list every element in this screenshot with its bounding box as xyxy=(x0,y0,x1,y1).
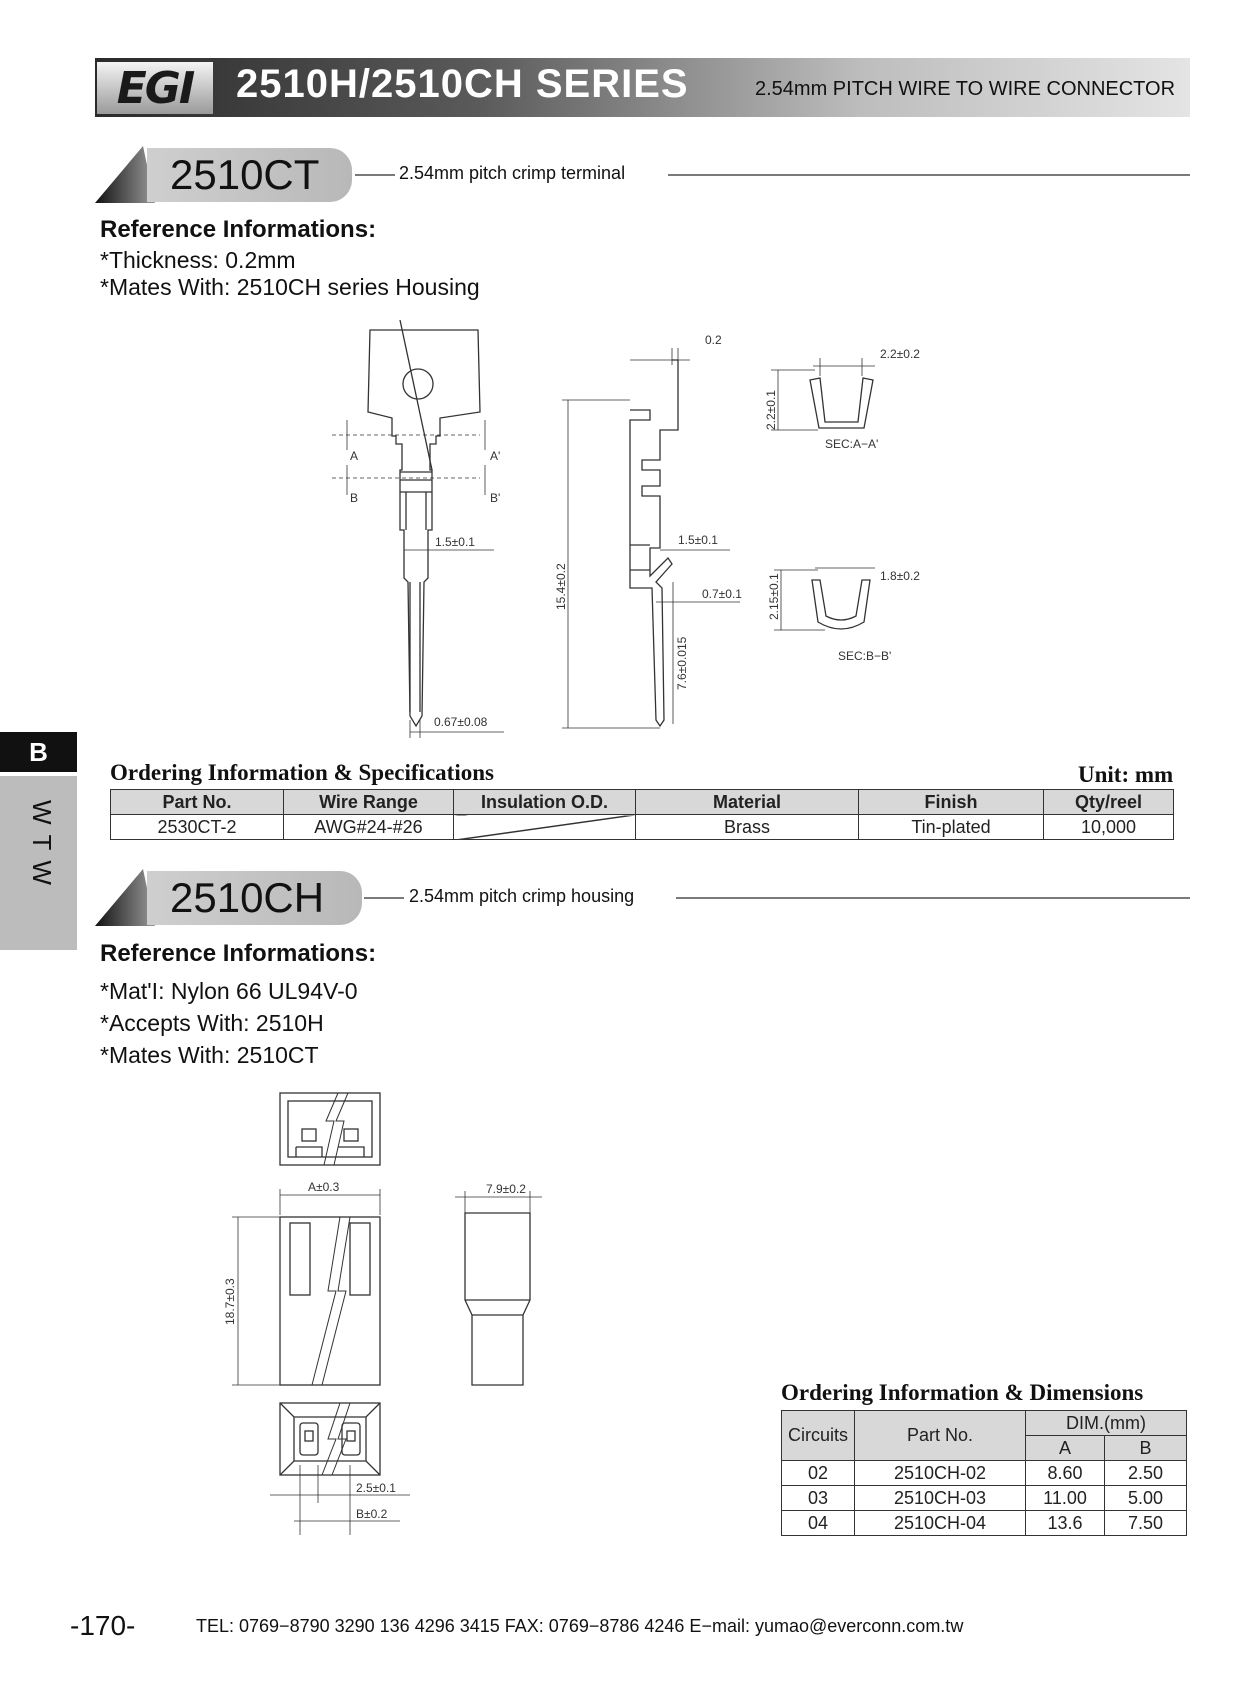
housing-ordering-title: Ordering Information & Dimensions xyxy=(781,1380,1144,1405)
table-cell: 2510CH-04 xyxy=(855,1511,1026,1536)
dim-label: 0.2 xyxy=(705,333,722,347)
section-marker: A' xyxy=(490,449,501,463)
section-marker: A xyxy=(350,449,359,463)
table-cell: 5.00 xyxy=(1105,1486,1187,1511)
series-title: 2510H/2510CH SERIES xyxy=(236,62,689,106)
table-header: Wire Range xyxy=(284,790,454,815)
section-marker: B' xyxy=(490,491,501,505)
terminal-description: 2.54mm pitch crimp terminal xyxy=(399,163,626,183)
table-cell: 04 xyxy=(782,1511,855,1536)
divider xyxy=(364,897,404,899)
header-subtitle: 2.54mm PITCH WIRE TO WIRE CONNECTOR xyxy=(755,78,1176,100)
dim-label: 2.15±0.1 xyxy=(767,573,781,620)
housing-ref-title: Reference Informations: xyxy=(100,940,377,967)
section-tab-letter: B xyxy=(0,732,77,772)
table-cell: 2510CH-02 xyxy=(855,1461,1026,1486)
dim-label: 1.5±0.1 xyxy=(435,535,475,549)
table-header: Part No. xyxy=(855,1411,1026,1461)
dim-label: 15.4±0.2 xyxy=(554,563,568,610)
divider xyxy=(355,174,395,176)
dim-label: 7.9±0.2 xyxy=(486,1182,526,1196)
table-header: Finish xyxy=(859,790,1044,815)
table-cell: 02 xyxy=(782,1461,855,1486)
section-tab-label: WTW xyxy=(27,800,57,895)
housing-ref-line: *Mat'I: Nylon 66 UL94V-0 xyxy=(100,978,358,1004)
table-header: Insulation O.D. xyxy=(454,790,636,815)
table-row xyxy=(782,1486,1187,1511)
dim-label: A±0.3 xyxy=(308,1180,340,1194)
terminal-ordering-title: Ordering Information & Specifications xyxy=(110,760,494,785)
table-header: Material xyxy=(636,790,859,815)
dim-label: 2.5±0.1 xyxy=(356,1481,396,1495)
table-cell: 13.6 xyxy=(1026,1511,1105,1536)
table-header: Qty/reel xyxy=(1044,790,1174,815)
table-cell: 2510CH-03 xyxy=(855,1486,1026,1511)
housing-ref-line: *Mates With: 2510CT xyxy=(100,1042,319,1068)
housing-name: 2510CH xyxy=(170,874,325,921)
dim-label: 0.67±0.08 xyxy=(434,715,488,729)
table-cell: 2.50 xyxy=(1105,1461,1187,1486)
housing-ref-line: *Accepts With: 2510H xyxy=(100,1010,324,1036)
dim-label: 2.2±0.2 xyxy=(880,347,920,361)
terminal-ref-title: Reference Informations: xyxy=(100,216,377,243)
table-cell: 10,000 xyxy=(1044,815,1174,840)
table-cell: Brass xyxy=(636,815,859,840)
housing-dims-table xyxy=(781,1410,1187,1536)
housing-description: 2.54mm pitch crimp housing xyxy=(409,886,635,906)
table-cell: 8.60 xyxy=(1026,1461,1105,1486)
terminal-drawing xyxy=(330,320,970,740)
table-cell: Tin-plated xyxy=(859,815,1044,840)
section-label: SEC:B−B' xyxy=(838,649,892,663)
table-header-row xyxy=(782,1411,1187,1436)
terminal-name: 2510CT xyxy=(170,151,320,198)
terminal-spec-table xyxy=(110,789,1174,840)
unit-label: Unit: mm xyxy=(1078,762,1174,787)
table-cell: 7.50 xyxy=(1105,1511,1187,1536)
dim-label: 1.5±0.1 xyxy=(678,533,718,547)
table-cell: 11.00 xyxy=(1026,1486,1105,1511)
dim-label: 18.7±0.3 xyxy=(223,1278,237,1325)
dim-label: 7.6±0.015 xyxy=(675,636,689,690)
table-header: A xyxy=(1026,1436,1105,1461)
table-row xyxy=(111,815,1174,840)
dim-label: B±0.2 xyxy=(356,1507,388,1521)
table-row xyxy=(782,1461,1187,1486)
page-number: -170- xyxy=(70,1610,136,1641)
table-cell: 03 xyxy=(782,1486,855,1511)
housing-drawing xyxy=(210,1085,590,1545)
divider xyxy=(676,897,1190,899)
table-row xyxy=(782,1511,1187,1536)
dim-label: 0.7±0.1 xyxy=(702,587,742,601)
table-cell: AWG#24-#26 xyxy=(284,815,454,840)
table-header: Part No. xyxy=(111,790,284,815)
table-header: B xyxy=(1105,1436,1187,1461)
table-cell-empty xyxy=(454,815,636,840)
table-header-row xyxy=(111,790,1174,815)
banner-triangle-icon xyxy=(95,146,155,204)
table-header: DIM.(mm) xyxy=(1026,1411,1187,1436)
terminal-ref-line: *Mates With: 2510CH series Housing xyxy=(100,274,480,300)
dim-label: 1.8±0.2 xyxy=(880,569,920,583)
footer-contact: TEL: 0769−8790 3290 136 4296 3415 FAX: 0769−8786 4246 E−mail: yumao@everconn.com.tw xyxy=(196,1616,964,1636)
section-tab-label-box xyxy=(0,776,77,950)
section-marker: B xyxy=(350,491,359,505)
terminal-ref-line: *Thickness: 0.2mm xyxy=(100,247,296,273)
divider xyxy=(668,174,1190,176)
table-cell: 2530CT-2 xyxy=(111,815,284,840)
dim-label: 2.2±0.1 xyxy=(764,390,778,430)
banner-triangle-icon xyxy=(95,869,155,927)
section-label: SEC:A−A' xyxy=(825,437,879,451)
table-header: Circuits xyxy=(782,1411,855,1461)
brand-logo: EGI xyxy=(97,62,213,114)
